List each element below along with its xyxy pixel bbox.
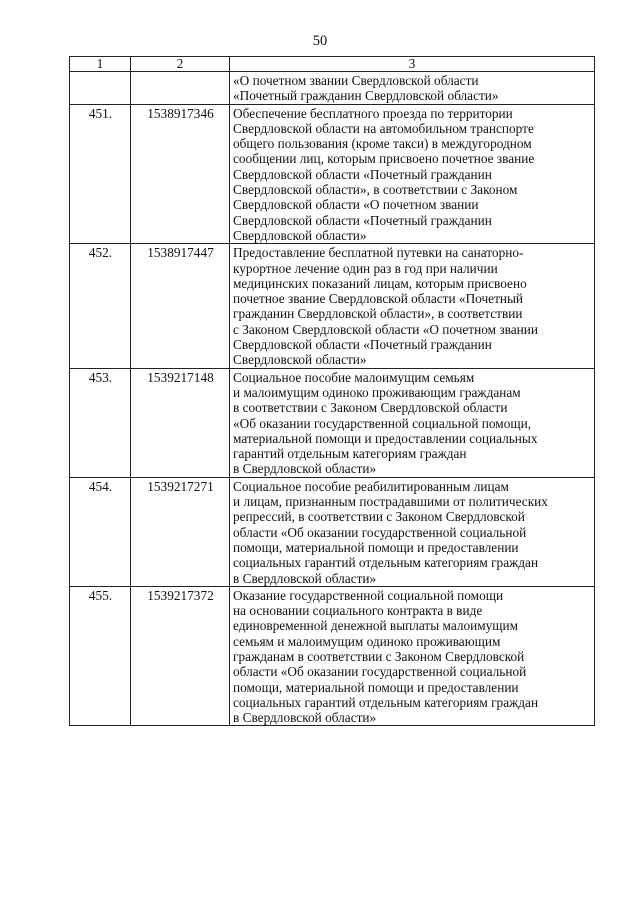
row-code-cell: 1538917346 <box>131 104 230 244</box>
row-description-cell <box>230 368 595 477</box>
desc-line: единовременной денежной выплаты малоимущим <box>233 618 519 634</box>
row-code-cell: 1539217271 <box>131 477 230 586</box>
header-cell-3: 3 <box>230 57 595 72</box>
desc-line: Обеспечение бесплатного проезда по территории <box>233 105 513 121</box>
desc-line: Свердловской области» <box>233 227 367 243</box>
table-row <box>70 586 595 726</box>
header-cell-1: 1 <box>70 57 131 72</box>
desc-line: на основании социального контракта в виде <box>233 603 483 619</box>
desc-line: и малоимущим одиноко проживающим гражданам <box>233 384 521 400</box>
desc-line: Свердловской области «Почетный гражданин <box>233 212 492 228</box>
row-code-cell: 1539217372 <box>131 586 230 726</box>
desc-line: курортное лечение один раз в год при наличии <box>233 260 498 276</box>
row-description-cell <box>230 586 595 726</box>
desc-line: медицинских показаний лицам, которым присвоено <box>233 275 527 291</box>
desc-line: общего пользования (кроме такси) в междугородном <box>233 136 532 152</box>
table-row <box>70 477 595 586</box>
desc-line: Свердловской области на автомобильном транспорте <box>233 120 534 136</box>
page-number: 50 <box>312 33 328 49</box>
desc-line: гражданам в соответствии с Законом Свердловской <box>233 648 525 664</box>
desc-line: Свердловской области» <box>233 352 367 368</box>
desc-line: семьям и малоимущим одиноко проживающим <box>233 633 501 649</box>
desc-line: в Свердловской области» <box>233 710 377 726</box>
desc-line: гражданин Свердловской области», в соответствии <box>233 306 523 322</box>
desc-line: Предоставление бесплатной путевки на санаторно- <box>233 245 524 261</box>
desc-line: сообщении лиц, которым присвоено почетное звание <box>233 151 535 167</box>
row-description-cell <box>230 477 595 586</box>
desc-line: почетное звание Свердловской области «Почетный <box>233 291 524 307</box>
row-number-cell: 451. <box>70 104 131 244</box>
desc-line: помощи, материальной помощи и предоставлении <box>233 679 519 695</box>
desc-line: гарантий отдельным категориям граждан <box>233 446 467 462</box>
desc-line: материальной помощи и предоставлении социальных <box>233 430 538 446</box>
desc-line: репрессий, в соответствии с Законом Свердловской <box>233 509 525 525</box>
table-row <box>70 368 595 477</box>
row-code-cell: 1539217148 <box>131 368 230 477</box>
header-row <box>70 57 595 72</box>
desc-line: Свердловской области «Почетный гражданин <box>233 166 492 182</box>
desc-line: в Свердловской области» <box>233 461 377 477</box>
desc-line: «Об оказании государственной социальной помощи, <box>233 415 532 431</box>
desc-line: «Почетный гражданин Свердловской области» <box>233 88 499 104</box>
continuation-num-cell <box>70 72 131 105</box>
header-cell-2: 2 <box>131 57 230 72</box>
desc-line: в Свердловской области» <box>233 570 377 586</box>
continuation-code-cell <box>131 72 230 105</box>
desc-line: и лицам, признанным пострадавшими от политических <box>233 494 548 510</box>
desc-line: Свердловской области «Почетный гражданин <box>233 337 492 353</box>
row-description-cell <box>230 244 595 368</box>
desc-line: Социальное пособие малоимущим семьям <box>233 369 475 385</box>
desc-line: Свердловской области», в соответствии с Законом <box>233 182 518 198</box>
row-code-cell: 1538917447 <box>131 244 230 368</box>
registry-table-body <box>70 57 595 726</box>
continuation-desc-cell <box>230 72 595 105</box>
desc-line: Оказание государственной социальной помощи <box>233 587 504 603</box>
desc-line: области «Об оказании государственной социальной <box>233 664 527 680</box>
table-row <box>70 104 595 244</box>
desc-line: «О почетном звании Свердловской области <box>233 73 479 88</box>
row-number-cell: 453. <box>70 368 131 477</box>
row-number-cell: 455. <box>70 586 131 726</box>
desc-line: Свердловской области «О почетном звании <box>233 197 479 213</box>
continuation-row <box>70 72 595 105</box>
desc-line: Социальное пособие реабилитированным лицам <box>233 478 509 494</box>
desc-line: в соответствии с Законом Свердловской области <box>233 400 508 416</box>
desc-line: помощи, материальной помощи и предоставлении <box>233 539 519 555</box>
desc-line: социальных гарантий отдельным категориям граждан <box>233 694 539 710</box>
desc-line: социальных гарантий отдельным категориям граждан <box>233 555 539 571</box>
row-number-cell: 454. <box>70 477 131 586</box>
desc-line: области «Об оказании государственной социальной <box>233 524 527 540</box>
table-row <box>70 244 595 368</box>
desc-line: с Законом Свердловской области «О почетном звании <box>233 321 538 337</box>
row-number-cell: 452. <box>70 244 131 368</box>
row-description-cell <box>230 104 595 244</box>
registry-table <box>69 56 595 726</box>
